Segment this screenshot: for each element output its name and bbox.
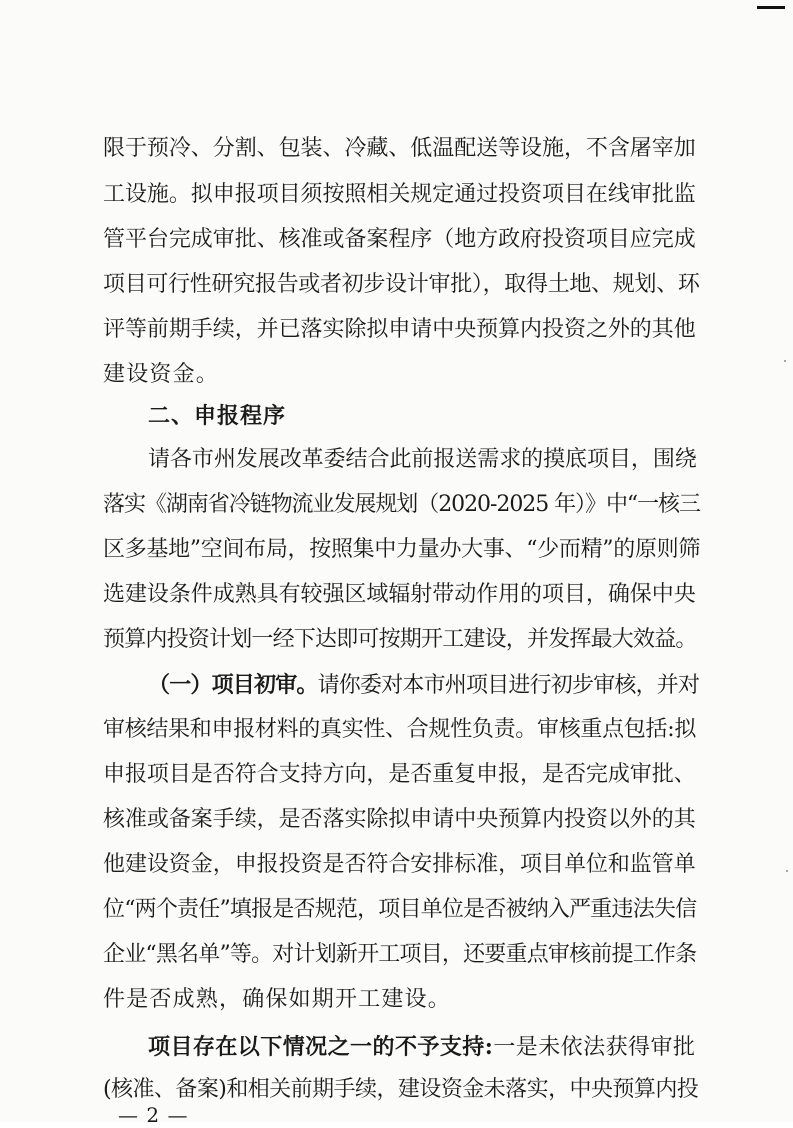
paragraph-line: 预算内投资计划一经下达即可按期开工建设，并发挥最大效益。: [103, 627, 697, 652]
paragraph-text: 一是未依法获得审批: [493, 1035, 696, 1060]
paragraph-line: 限于预冷、分割、包装、冷藏、低温配送等设施，不含屠宰加: [103, 136, 696, 161]
paragraph-line: 核准或备案手续，是否落实除拟申请中央预算内投资以外的其: [103, 807, 696, 832]
paragraph-line: 评等前期手续，并已落实除拟申请中央预算内投资之外的其他: [103, 317, 696, 342]
scan-speck: [786, 870, 788, 872]
paragraph-line: 位“两个责任”填报是否规范，项目单位是否被纳入严重违法失信: [103, 897, 697, 922]
paragraph-line: [148, 1032, 695, 1063]
paragraph-line: 区多基地”空间布局，按照集中力量办大事、“少而精”的原则筛: [103, 537, 701, 562]
subsection-heading: （一）项目初审。: [148, 672, 318, 698]
paragraph-line: 工设施。拟申报项目须按照相关规定通过投资项目在线审批监: [103, 182, 696, 207]
paragraph-line: 审核结果和申报材料的真实性、合规性负责。审核重点包括:拟: [103, 717, 697, 742]
paragraph-line: 请各市州发展改革委结合此前报送需求的摸底项目，围绕: [148, 447, 697, 472]
paragraph-line: 落实《湖南省冷链物流业发展规划（2020-2025 年）》中“一核三: [103, 492, 700, 517]
paragraph-line: 管平台完成审批、核准或备案程序（地方政府投资项目应完成: [103, 227, 696, 252]
scan-corner-mark: [757, 6, 785, 9]
page-number: — 2 —: [118, 1103, 189, 1127]
paragraph-line: 选建设条件成熟具有较强区域辐射带动作用的项目，确保中央: [103, 582, 696, 607]
emphasis-text: 项目存在以下情况之一的不予支持:: [148, 1034, 494, 1060]
scan-speck: [784, 360, 786, 362]
paragraph-line: 他建设资金，申报投资是否符合安排标准，项目单位和监管单: [103, 852, 696, 877]
paragraph-line: 建设资金。: [103, 362, 220, 387]
paragraph-text: 请你委对本市州项目进行初步审核，并对: [317, 673, 700, 698]
paragraph-line: (核准、备案)和相关前期手续，建设资金未落实，中央预算内投: [103, 1077, 699, 1102]
paragraph-line: 件是否成熟，确保如期开工建设。: [103, 987, 452, 1012]
paragraph-line: 企业“黑名单”等。对计划新开工项目，还要重点审核前提工作条: [103, 942, 697, 967]
paragraph-line: 申报项目是否符合支持方向，是否重复申报，是否完成审批、: [103, 762, 696, 787]
paragraph-line: [148, 670, 699, 701]
section-heading: 二、申报程序: [148, 404, 287, 429]
paragraph-line: 项目可行性研究报告或者初步设计审批），取得土地、规划、环: [103, 272, 700, 297]
